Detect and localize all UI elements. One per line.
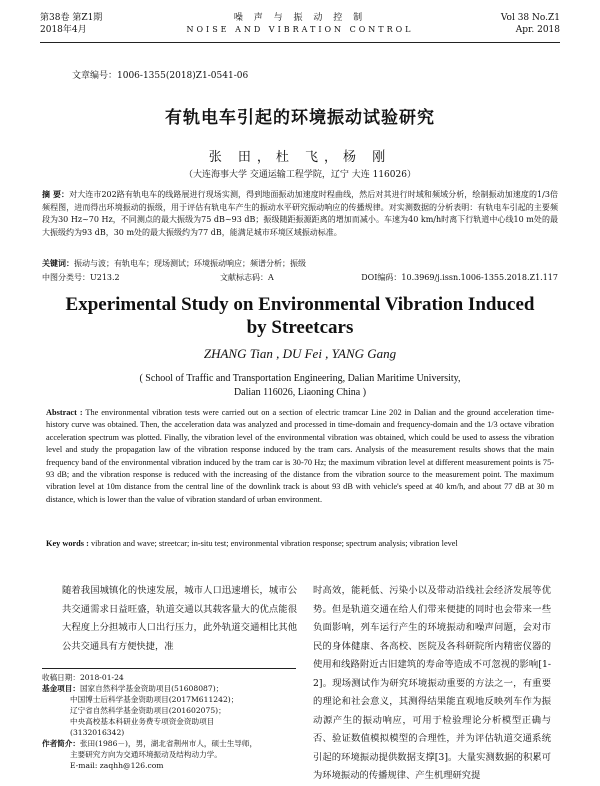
authors-en: ZHANG Tian , DU Fei , YANG Gang [203, 346, 397, 361]
fund-item: 国家自然科学基金资助项目(51608087)； [79, 684, 224, 693]
keywords-text-zh: 振动与波；有轨电车；现场测试；环境振动响应；频谱分析；振级 [74, 259, 306, 268]
running-header [40, 12, 560, 43]
abstract-label-zh: 摘 要： [42, 190, 70, 199]
body-column-right: 时高效，能耗低、污染小以及带动沿线社会经济发展等优势。但是轨道交通在给人们带来便捷的同时也会带来一些负面影响，列车运行产生的环境振动和噪声问题，会对市民的身体健康、各高校、医院及各科研院所内精密仪器的使用和线路附近古旧建筑的寿命等造成不可忽视的影响[1-2]。现场测试作为研究环境振动重要的方法之一，有重要的理论和社会意义，其测得结果能直观地反映列车作为振动源产生的振动响应，可用于检验理论分析模型正确与否、验证数值模拟模型的合理性，并为评估轨道交通系统引起的环境振动提供数据支撑[3]。大量实测数据的积累可为环境振动的传播规律、产生机理研究提 [313, 585, 551, 781]
footnote [42, 668, 296, 771]
fund-line [42, 683, 296, 694]
keywords-label-zh: 关键词： [42, 258, 74, 268]
author-bio-line [42, 738, 296, 749]
journal-name-en: NOISE AND VIBRATION CONTROL [186, 25, 414, 34]
fund-label: 基金项目： [42, 684, 80, 693]
keywords-label-en: Key words : [46, 539, 89, 548]
author-bio-label: 作者简介： [42, 739, 80, 748]
authors-zh: 张 田，杜 飞，杨 刚 [208, 150, 392, 165]
title-en-line1: Experimental Study on Environmental Vibration Induced [65, 294, 535, 315]
volume-issue: 第38卷 第Z1期 [40, 13, 103, 23]
fund-item: 中国博士后科学基金资助项目(2017M611242)； [70, 695, 239, 704]
fund-item: (3132016342) [70, 728, 125, 737]
journal-name-zh: 噪 声 与 振 动 控 制 [233, 13, 367, 23]
document-code: 文献标志码：A [220, 273, 274, 282]
abstract-text-zh: 对大连市202路有轨电车的线路展进行现场实测，得到地面振动加速度时程曲线，然后对其进行时域和频域分析，绘制振动加速度的1/3倍频程图，进而得出环境振动的振级，用于评估有轨电车产生的振动水平研究振动响应的传播规律。对实测数据的分析表明：有轨电车引起的主要频段为30 Hz~70 Hz，不同测点的最大振级为75 dB~93 dB；振级随距振源距离的增加而减小。车速为40 km/h时离下行轨道中心线10 m处的最大振级约为93 dB，30 m处的最大振级约为77 dB，能满足城市环境区域振动标准。 [42, 190, 558, 237]
abstract-en [46, 407, 554, 506]
article-number: 文章编号：1006-1355(2018)Z1-0541-06 [72, 71, 249, 81]
keywords-en [46, 538, 554, 550]
received-date: 收稿日期：2018-01-24 [42, 673, 124, 682]
author-email: E-mail: zaqhh@126.com [70, 761, 164, 770]
affiliation-zh: （大连海事大学 交通运输工程学院，辽宁 大连 116026） [184, 170, 416, 180]
issue-date-en: Apr. 2018 [515, 25, 560, 35]
header-right [501, 12, 560, 36]
clc-number: 中图分类号：U213.2 [42, 273, 120, 282]
abstract-label-en: Abstract : [46, 408, 83, 417]
fund-item: 辽宁省自然科学基金资助项目(201602075)； [70, 706, 226, 715]
issue-date: 2018年4月 [40, 25, 87, 35]
volume-issue-en: Vol 38 No.Z1 [500, 13, 560, 23]
affiliation-en-line1: ( School of Traffic and Transportation Engineering, Dalian Maritime University, [139, 373, 461, 384]
title-en-line2: by Streetcars [246, 317, 354, 338]
fund-item: 中央高校基本科研业务费专项资金资助项目 [70, 717, 215, 726]
author-bio: 主要研究方向为交通环境振动及结构动力学。 [70, 750, 222, 759]
title-zh: 有轨电车引起的环境振动试验研究 [165, 108, 435, 128]
body-column-left: 随着我国城镇化的快速发展，城市人口迅速增长，城市公共交通需求日益旺盛，轨道交通以其载客量大的优点能很大程度上分担城市人口出行压力，此外轨道交通相比其他公共交通具有方便快捷，准 [62, 585, 297, 652]
affiliation-en-line2: Dalian 116026, Liaoning China ) [233, 387, 367, 398]
abstract-text-en: The environmental vibration tests were carried out on a section of electric tramcar Line 202 in Dalian and the ground acceleration time-history curve was obtained. Then, the acceleration data was analyzed and processed in time-domain and frequency-domain and the 1/3 octave vibration acceleration spectrum was plotted. Finally, the vibration level of the environmental vibration was obtained, which could be used to assess the vibration level and study the propagation law of the vibration response induced by the tram cars. Analysis of the measurement results shows that the main frequency band of the environmental vibration induced by the tram car is 30-70 Hz; the maximum vibration level at different measurement points is 75-93 dB; and the vibration response is reduced with the increasing of the distance from the vibration source to the measurement point. The maximum vibration level at 10m distance from the central line of the downlink track is about 93 dB with vehicle's speed at 40 km/h, and about 77 dB at 30 m distance, which is lower than the value of vibration standard of urban environment. [46, 408, 554, 504]
doi: DOI编码：10.3969/j.issn.1006-1355.2018.Z1.117 [361, 273, 558, 282]
keywords-zh [42, 258, 558, 269]
keywords-text-en: vibration and wave; streetcar; in-situ test; environmental vibration response; spectrum analysis; vibration level [90, 539, 458, 548]
author-bio: 张田(1986－)，男，湖北省荆州市人，硕士生导师， [79, 739, 258, 748]
title-en [0, 293, 600, 339]
affiliation-en [60, 372, 540, 400]
abstract-zh [42, 189, 558, 239]
